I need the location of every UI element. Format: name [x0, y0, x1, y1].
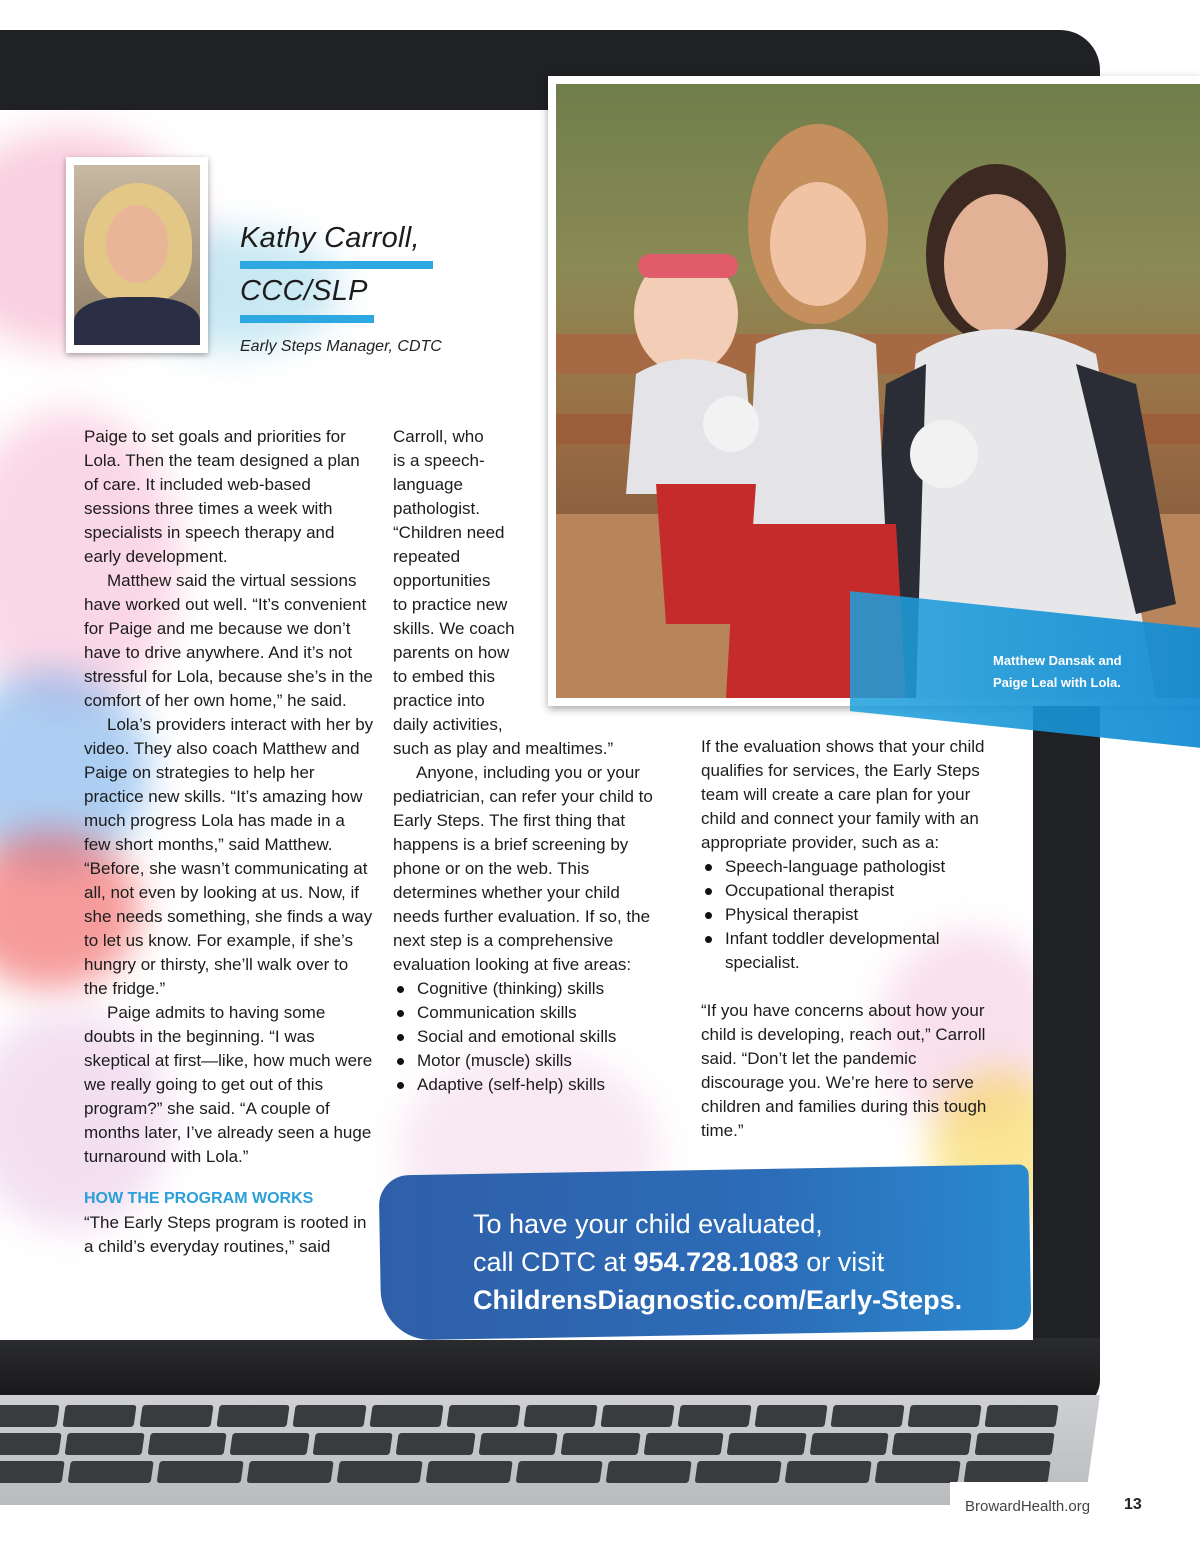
name-underline: [240, 261, 433, 269]
headshot-face: [106, 205, 168, 283]
article-line: skills. We coach: [393, 619, 515, 638]
article-line: opportunities: [393, 571, 491, 590]
headshot-image: [74, 165, 200, 345]
article-line: language: [393, 475, 463, 494]
photo-caption: [993, 650, 1122, 694]
evaluation-areas-list: [393, 977, 668, 1097]
article-column-3: [701, 735, 991, 1143]
cta-line: To have your child evaluated,: [473, 1209, 823, 1239]
provider-list: [701, 855, 991, 975]
list-item: Adaptive (self-help) skills: [393, 1073, 668, 1097]
article-paragraph: “The Early Steps program is rooted in a child’s everyday routines,” said: [84, 1213, 367, 1256]
article-line: to practice new: [393, 595, 508, 614]
article-line: daily activities,: [393, 715, 503, 734]
profile-credentials: CCC/SLP: [240, 275, 368, 307]
article-column-2: [393, 425, 668, 1097]
cta-line: [473, 1281, 962, 1319]
caption-line: Paige Leal with Lola.: [993, 675, 1121, 690]
credentials-underline: [240, 315, 374, 323]
cta-phone-link[interactable]: 954.728.1083: [633, 1247, 799, 1277]
profile-name: Kathy Carroll,: [240, 222, 420, 254]
list-item: Motor (muscle) skills: [393, 1049, 668, 1073]
profile-role: Early Steps Manager, CDTC: [240, 338, 442, 355]
laptop-keyboard: [0, 1395, 1100, 1505]
list-item: Communication skills: [393, 1001, 668, 1025]
article-paragraph: Matthew said the virtual sessions have worked out well. “It’s convenient for Paige and me because we don’t have to drive anywhere. And it’s not stressful for Lola, because she’s in the comfort of her own home,” he said.: [84, 571, 373, 710]
cta-suffix: or visit: [798, 1247, 885, 1277]
article-line: parents on how: [393, 643, 510, 662]
keyboard-row: [0, 1461, 1051, 1483]
article-paragraph: “If you have concerns about how your child is developing, reach out,” Carroll said. “Don’t let the pandemic discourage you. We’re here to serve children and families during this tough time.”: [701, 1001, 987, 1140]
article-paragraph: Paige to set goals and priorities for Lola. Then the team designed a plan of care. It included web-based sessions three times a week with specialists in speech therapy and early development.: [84, 427, 360, 566]
article-line: to embed this: [393, 667, 496, 686]
kathy-carroll-headshot: [66, 157, 208, 353]
article-paragraph: Anyone, including you or your pediatrician, can refer your child to Early Steps. The first thing that happens is a brief screening by phone or on the web. This determines whether your child needs further evaluation. If so, the next step is a comprehensive evaluation looking at five areas:: [393, 763, 653, 974]
article-line: repeated: [393, 547, 461, 566]
article-line: Carroll, who: [393, 427, 484, 446]
headshot-blouse: [74, 297, 200, 345]
cta-text: [473, 1205, 962, 1319]
page-number: 13: [1124, 1496, 1142, 1513]
keyboard-row: [0, 1405, 1059, 1427]
article-line: such as play and mealtimes.”: [393, 739, 614, 758]
keyboard-row: [0, 1433, 1055, 1455]
cta-prefix: call CDTC at: [473, 1247, 634, 1277]
cta-url-link[interactable]: ChildrensDiagnostic.com/Early-Steps.: [473, 1285, 963, 1315]
article-line: “Children need: [393, 523, 505, 542]
article-paragraph: Lola’s providers interact with her by video. They also coach Matthew and Paige on strategies to help her practice new skills. “It’s amazing how much progress Lola has made in a few short months,” said Matthew. “Before, she wasn’t communicating at all, not even by looking at us. Now, if she needs something, she finds a way to let us know. For example, if she’s hungry or thirsty, she’ll walk over to the fridge.”: [84, 715, 374, 998]
cta-line: [473, 1243, 962, 1281]
list-item: Occupational therapist: [701, 879, 991, 903]
caption-line: Matthew Dansak and: [993, 653, 1122, 668]
article-column-1: [84, 425, 374, 1259]
list-item: Social and emotional skills: [393, 1025, 668, 1049]
list-item: Speech-language pathologist: [701, 855, 991, 879]
section-heading: HOW THE PROGRAM WORKS: [84, 1190, 314, 1207]
list-item: Cognitive (thinking) skills: [393, 977, 668, 1001]
article-line: is a speech-: [393, 451, 485, 470]
list-item: Physical therapist: [701, 903, 991, 927]
article-paragraph: If the evaluation shows that your child qualifies for services, the Early Steps team will create a care plan for your child and connect your family with an appropriate provider, such as a:: [701, 737, 985, 852]
article-paragraph: Paige admits to having some doubts in the beginning. “I was skeptical at first—like, how much were we really going to get out of this program?” she said. “A couple of months later, I’ve already seen a huge turnaround with Lola.”: [84, 1003, 373, 1166]
article-line: pathologist.: [393, 499, 480, 518]
footer-site[interactable]: BrowardHealth.org: [965, 1498, 1091, 1515]
list-item: Infant toddler developmental specialist.: [701, 927, 991, 975]
article-line: practice into: [393, 691, 485, 710]
